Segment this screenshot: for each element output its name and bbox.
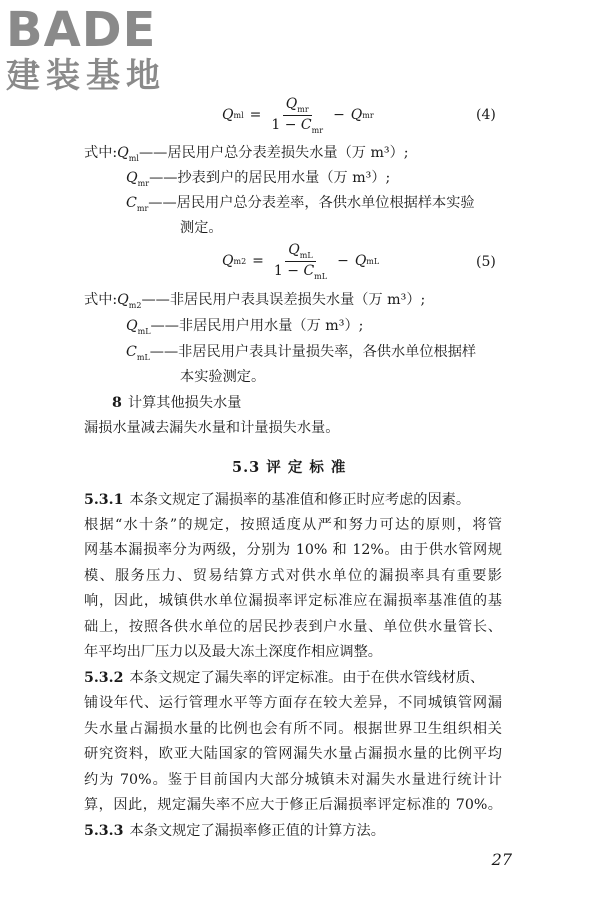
p531-line-7: 年平均出厂压力以及最大冻土深度作相应调整。 bbox=[84, 644, 382, 660]
p531-line-5: 响，因此，城镇供水单位漏损率评定标准应在漏损率基准值的基 bbox=[84, 593, 502, 609]
where1-item-3: $C_{mr}——$居民用户总分表差率，各供水单位根据样本实验 bbox=[126, 195, 475, 213]
where1-item-2: $Q_{mr}——$抄表到户的居民用水量（万 m³）; bbox=[126, 170, 391, 188]
where2-item-2: $Q_{mL}——$非居民用户用水量（万 m³）; bbox=[126, 318, 364, 336]
p532-line-5: 约为 70%。鉴于目前国内大部分城镇未对漏失水量进行统计计 bbox=[84, 772, 502, 788]
logo-brand: BADE bbox=[6, 2, 157, 58]
p531-line-6: 础上，按照各供水单位的居民抄表到户水量、单位供水量管长、 bbox=[84, 619, 502, 635]
section-heading: 5.3 评 定 标 准 bbox=[232, 459, 347, 476]
formula-4: Q ml = $\frac{Q_{mr}}{1 - C_{mr}}$ − Q mr bbox=[222, 96, 374, 135]
p532-line-3: 失水量占漏损水量的比例也会有所不同。根据世界卫生组织相关 bbox=[84, 721, 502, 737]
p533-line-1: 5.3.3 本条文规定了漏损率修正值的计算方法。 bbox=[84, 823, 385, 839]
equation-number-5: (5) bbox=[476, 254, 496, 270]
p531-line-4: 模、服务压力、贸易结算方式对供水单位的漏损率具有重要影 bbox=[84, 568, 502, 584]
where1-item-1: 式中$:Q_{ml}——$居民用户总分表差损失水量（万 m³）; bbox=[84, 145, 409, 163]
p532-line-2: 铺设年代、运行管理水平等方面存在较大差异，不同城镇管网漏 bbox=[84, 695, 502, 711]
item-8-body: 漏损水量减去漏失水量和计量损失水量。 bbox=[84, 420, 340, 436]
p531-line-2: 根据“水十条”的规定，按照适度从严和努力可达的原则，将管 bbox=[84, 517, 502, 533]
p532-line-6: 算，因此，规定漏失率不应大于修正后漏损率评定标准的 70%。 bbox=[84, 797, 502, 813]
where2-item-3: $C_{mL}——$非居民用户表具计量损失率，各供水单位根据样 bbox=[126, 344, 477, 362]
where2-cont: 本实验测定。 bbox=[180, 369, 266, 385]
p531-line-3: 网基本漏损率分为两级，分别为 10% 和 12%。由于供水管网规 bbox=[84, 542, 502, 558]
p531-line-1: 5.3.1 本条文规定了漏损率的基准值和修正时应考虑的因素。 bbox=[84, 492, 471, 508]
where1-cont: 测定。 bbox=[180, 220, 223, 236]
p532-line-4: 研究资料，欧亚大陆国家的管网漏失水量占漏损水量的比例平均 bbox=[84, 746, 502, 762]
formula-5-fraction: $\frac{Q_{mL}}{1 - C_{mL}}$ bbox=[273, 242, 328, 281]
logo-subtitle: 建装基地 bbox=[6, 56, 166, 96]
brand-logo bbox=[6, 4, 176, 104]
where2-item-1: 式中$:Q_{m2}——$非居民用户表具误差损失水量（万 m³）; bbox=[84, 292, 426, 310]
p532-line-1: 5.3.2 本条文规定了漏失率的评定标准。由于在供水管线材质、 bbox=[84, 670, 485, 686]
item-8-title: 8 计算其他损失水量 bbox=[112, 395, 242, 411]
page-number: 27 bbox=[491, 850, 512, 869]
formula-5: Q m2 = $\frac{Q_{mL}}{1 - C_{mL}}$ − Q mL bbox=[222, 242, 380, 281]
equation-number-4: (4) bbox=[476, 107, 496, 123]
formula-4-fraction: $\frac{Q_{mr}}{1 - C_{mr}}$ bbox=[271, 96, 324, 135]
